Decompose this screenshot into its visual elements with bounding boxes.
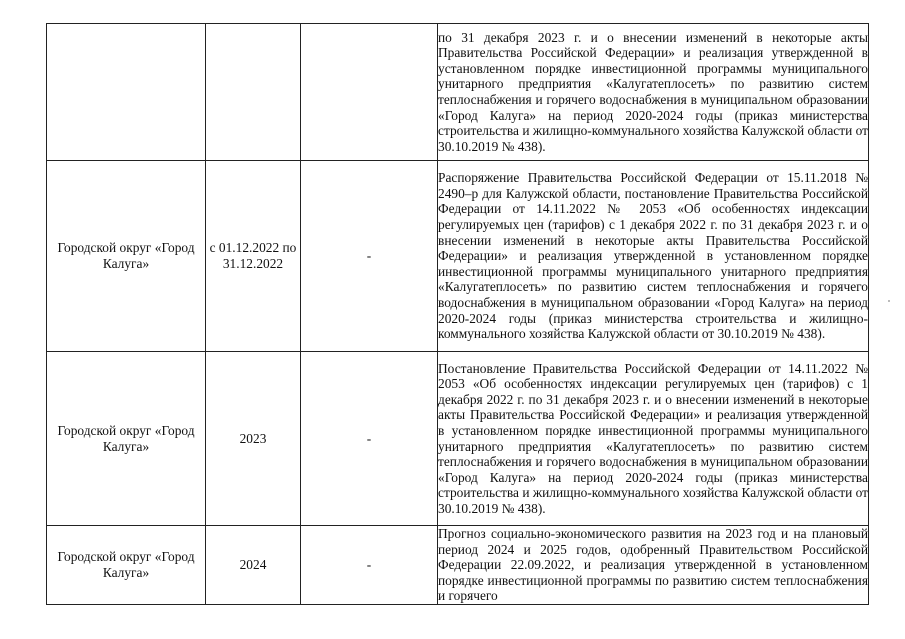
region-cell xyxy=(47,24,206,161)
region-cell: Городской округ «Город Калуга» xyxy=(47,352,206,526)
table-row xyxy=(47,24,869,161)
dash-cell: - xyxy=(301,352,438,526)
region-cell: Городской округ «Город Калуга» xyxy=(47,161,206,352)
period-cell xyxy=(206,24,301,161)
dash-cell: - xyxy=(301,526,438,605)
basis-cell: Прогноз социально-экономического развития на 2023 год и на плановый период 2024 и 2025 годов, одобренный Правительством Российской Федерации 22.09.2022, и реализация утвержденной в установленном порядке инвестиционной программы по развитию систем теплоснабжения и горячего xyxy=(438,526,868,604)
basis-cell: по 31 декабря 2023 г. и о внесении изменений в некоторые акты Правительства Российской Федерации» и реализация утвержденной в установленном порядке инвестиционной программы муниципального унитарного предприятия «Калугатеплосеть» по развитию систем теплоснабжения и горячего водоснабжения в муниципальном образовании «Город Калуга» на период 2020-2024 годы (приказ министерства строительства и жилищно-коммунального хозяйства Калужской области от 30.10.2019 № 438). xyxy=(438,24,869,161)
table-row xyxy=(47,352,869,526)
scan-speck xyxy=(888,300,890,302)
dash-cell: - xyxy=(301,161,438,352)
region-cell: Городской округ «Город Калуга» xyxy=(47,526,206,605)
dash-cell xyxy=(301,24,438,161)
period-cell: 2023 xyxy=(206,352,301,526)
period-cell: 2024 xyxy=(206,526,301,605)
period-cell: с 01.12.2022 по 31.12.2022 xyxy=(206,161,301,352)
table-row xyxy=(47,161,869,352)
tariff-basis-table xyxy=(46,23,869,605)
basis-cell: Распоряжение Правительства Российской Федерации от 15.11.2018 № 2490–р для Калужской области, постановление Правительства Российской Федерации от 14.11.2022 № 2053 «Об особенностях индексации регулируемых цен (тарифов) с 1 декабря 2022 г. по 31 декабря 2023 г. и о внесении изменений в некоторые акты Правительства Российской Федерации» и реализация утвержденной в установленном порядке инвестиционной программы муниципального унитарного предприятия «Калугатеплосеть» по развитию систем теплоснабжения и горячего водоснабжения в муниципальном образовании «Город Калуга» на период 2020-2024 годы (приказ министерства строительства и жилищно-коммунального хозяйства Калужской области от 30.10.2019 № 438). xyxy=(438,161,869,352)
table-row xyxy=(47,526,869,605)
basis-cell: Постановление Правительства Российской Федерации от 14.11.2022 № 2053 «Об особенностях индексации регулируемых цен (тарифов) с 1 декабря 2022 г. по 31 декабря 2023 г. и о внесении изменений в некоторые акты Правительства Российской Федерации» и реализация утвержденной в установленном порядке инвестиционной программы муниципального унитарного предприятия «Калугатеплосеть» по развитию систем теплоснабжения и горячего водоснабжения в муниципальном образовании «Город Калуга» на период 2020-2024 годы (приказ министерства строительства и жилищно-коммунального хозяйства Калужской области от 30.10.2019 № 438). xyxy=(438,352,869,526)
